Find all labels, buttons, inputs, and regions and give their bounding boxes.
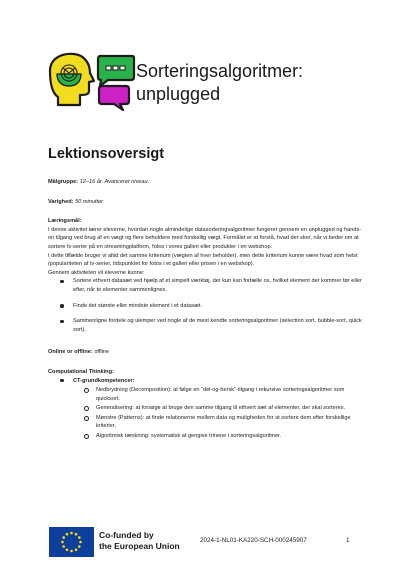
duration-label: Varighed: bbox=[48, 198, 74, 205]
eu-funding-label bbox=[99, 530, 180, 551]
duration-value: 50 minutter bbox=[75, 198, 104, 205]
online-offline bbox=[48, 348, 366, 357]
duration bbox=[48, 198, 366, 207]
computational-thinking-label: Computational Thinking: bbox=[48, 368, 114, 375]
project-code: 2024-1-NL01-KA220-SCH-000245907 bbox=[200, 537, 307, 544]
ct-item-label: CT-grundkompetencer: bbox=[73, 377, 135, 384]
eu-flag bbox=[49, 527, 94, 557]
funding-line-1: Co-funded by bbox=[99, 530, 154, 540]
page-number: 1 bbox=[346, 537, 350, 544]
learning-goals-paragraph-3: Gennem aktiviteten vil eleverne kunne: bbox=[48, 269, 145, 276]
learning-goals-list bbox=[48, 277, 366, 334]
title-line-1: Sorteringsalgoritmer: bbox=[136, 61, 304, 81]
list-item: Finde det største eller mindste element i et datasæt. bbox=[48, 302, 366, 311]
document-title bbox=[136, 60, 303, 106]
section-title: Lektionsoversigt bbox=[48, 146, 165, 162]
lesson-content bbox=[48, 178, 366, 442]
list-item: Sammenligne fordele og ulemper ved nogle af de mest kendte sorteringsalgoritmer (selection sort, bubble-sort, quick sort). bbox=[48, 317, 366, 334]
learning-goals-paragraph-1: I denne aktivitet lærer eleverne, hvordan nogle almindelige datasorteringsalgoritmer fungerer gennem en unplugged og hands-on tilgang ved brug af en vægt og flere beholdere med forskellig vægt. Formålet er at forstå, hvad der sker, når vi beder om at sortere tv-serier på en streamingplatform, fotos i vores galleri eller produkter i en webshop. bbox=[48, 226, 362, 250]
target-group-label: Målgruppe: bbox=[48, 179, 79, 185]
learning-goals-paragraph-2: I dette tilfælde bruger vi altid det samme kriterium (vægten af hver beholder), men dette kriterium kunne være hvad som helst (populariteten af tv-serier, tidspunktet for fotos i et galleri eller prisen i en webshop). bbox=[48, 252, 358, 268]
list-item: Algoritmisk tænkning: systematisk at gengive trinene i sorteringsalgoritmer. bbox=[73, 432, 366, 441]
learning-goals-label: Læringsmål: bbox=[48, 218, 82, 225]
computational-thinking-list bbox=[48, 377, 366, 441]
logo-icon bbox=[44, 51, 136, 113]
title-line-2: unplugged bbox=[136, 84, 221, 104]
logo bbox=[44, 51, 136, 113]
list-item: Generalisering: at forsøge at bruge den samme tilgang til ethvert sæt af elementer, der skal sorteres. bbox=[73, 404, 366, 413]
list-item: Sortere ethvert datasæt ved hjælp af et simpelt værktøj, der kun kan fortælle os, hvilket element der kommer før eller efter, når to elementer sammenlignes. bbox=[48, 277, 366, 294]
list-item: Mønstre (Patterns): at finde relationerne mellem data og muligheden for at sortere dem efter forskellige kriterier. bbox=[73, 414, 366, 431]
target-group-value: 12–16 år. Avanceret niveau. bbox=[79, 179, 150, 185]
list-item: Nedbrydning (Decomposition): at følge en “del-og-hersk”-tilgang i rekursive sorteringsalgoritmer som quicksort. bbox=[73, 386, 366, 403]
online-offline-value: offline bbox=[94, 349, 110, 356]
target-group bbox=[48, 178, 366, 187]
list-item bbox=[48, 377, 366, 441]
ct-sublist bbox=[73, 386, 366, 441]
eu-stars-icon bbox=[49, 527, 94, 557]
funding-line-2: the European Union bbox=[99, 540, 180, 551]
online-offline-label: Online or offline: bbox=[48, 349, 93, 356]
